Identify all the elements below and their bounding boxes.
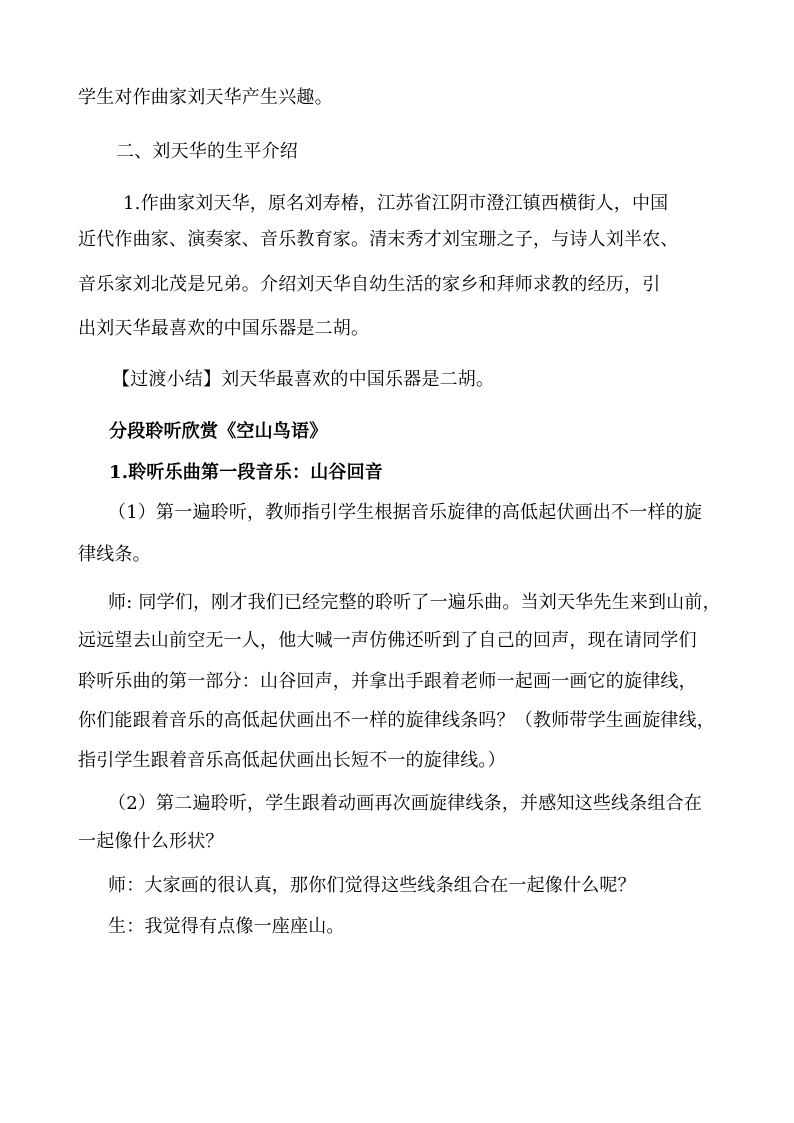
section-heading-listening: 分段聆听欣赏《空山鸟语》 [109,421,328,442]
teacher-speech-line-5: 指引学生跟着音乐高低起伏画出长短不一的旋律线。） [78,750,506,771]
subheading-first-section: 1.聆听乐曲第一段音乐：山谷回音 [109,462,383,483]
step-1-line-1: （1）第一遍聆听，教师指引学生根据音乐旋律的高低起伏画出不一样的旋 [108,502,703,523]
section-heading-biography: 二、刘天华的生平介绍 [116,141,298,162]
teacher-speech-line-1: 师: 同学们，刚才我们已经完整的聆听了一遍乐曲。当刘天华先生来到山前， [108,592,721,613]
step-2-line-1: （2）第二遍聆听，学生跟着动画再次画旋律线条，并感知这些线条组合在 [108,793,703,814]
step-2-line-2: 一起像什么形状？ [78,831,224,852]
paragraph-intro-line-1: 学生对作曲家刘天华产生兴趣。 [78,87,333,108]
teacher-speech-line-4: 你们能跟着音乐的高低起伏画出不一样的旋律线条吗？（教师带学生画旋律线， [78,710,715,731]
step-1-line-2: 律线条。 [78,544,151,565]
transition-summary: 【过渡小结】刘天华最喜欢的中国乐器是二胡。 [112,369,495,390]
teacher-question: 师：大家画的很认真，那你们觉得这些线条组合在一起像什么呢？ [108,875,636,896]
biography-line-2: 近代作曲家、演奏家、音乐教育家。清末秀才刘宝珊之子，与诗人刘半农、 [78,229,679,250]
teacher-speech-line-2: 远远望去山前空无一人，他大喊一声仿佛还听到了自己的回声，现在请同学们 [78,630,697,651]
biography-line-4: 出刘天华最喜欢的中国乐器是二胡。 [78,318,370,339]
biography-line-1: 1.作曲家刘天华，原名刘寿椿，江苏省江阴市澄江镇西横街人，中国 [123,193,669,214]
teacher-speech-line-3: 聆听乐曲的第一部分：山谷回声，并拿出手跟着老师一起画一画它的旋律线， [78,671,697,692]
biography-line-3: 音乐家刘北茂是兄弟。介绍刘天华自幼生活的家乡和拜师求教的经历，引 [78,274,661,295]
student-answer: 生：我觉得有点像一座座山。 [108,916,345,937]
